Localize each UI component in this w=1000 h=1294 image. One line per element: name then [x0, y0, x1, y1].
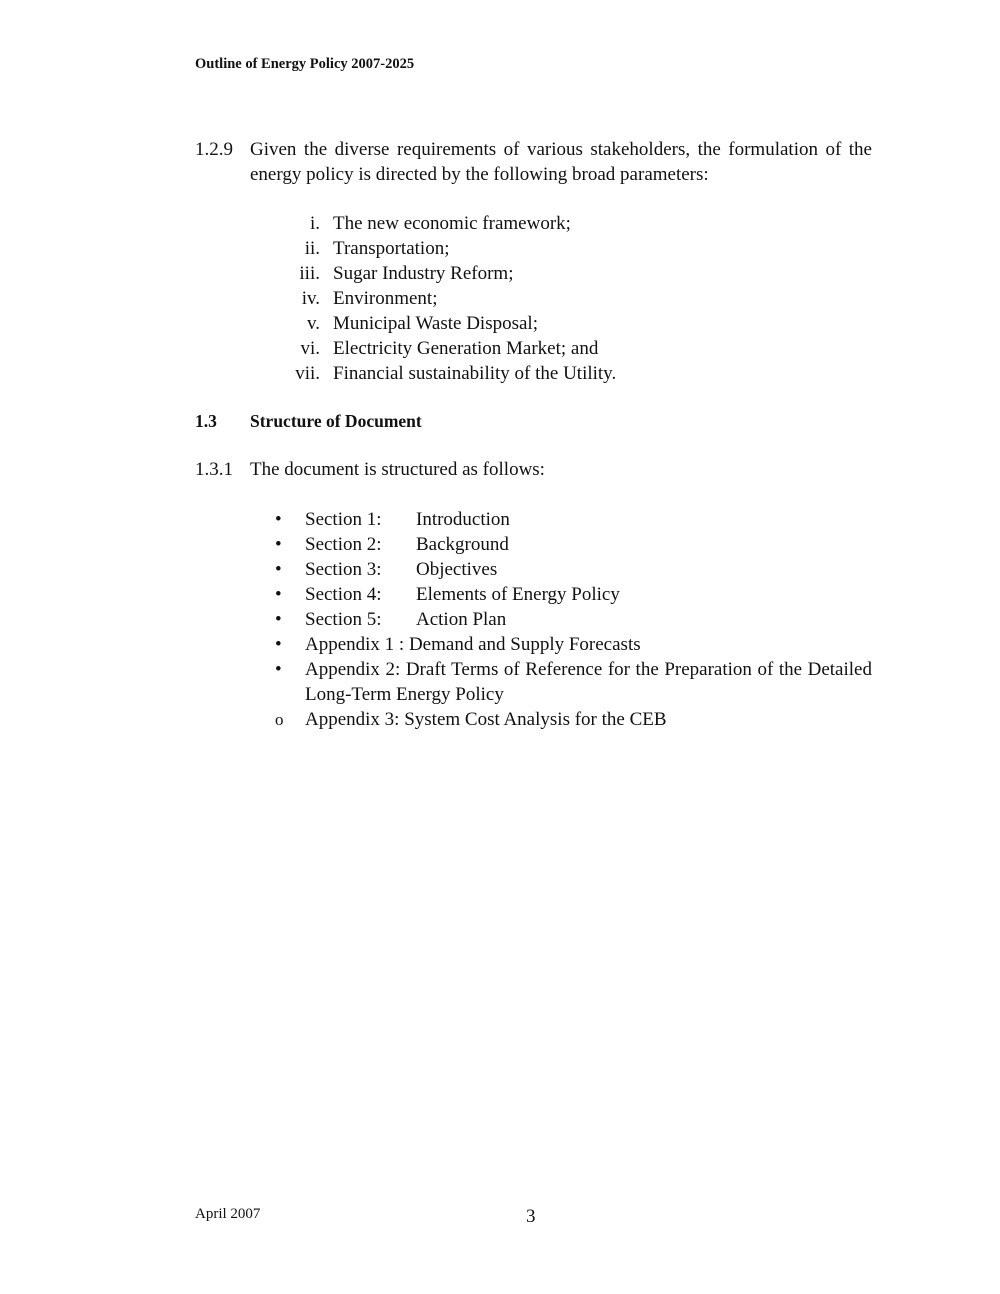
list-item — [250, 211, 872, 236]
list-item — [250, 261, 872, 286]
list-item — [275, 707, 872, 732]
list-item — [275, 532, 872, 557]
list-item — [275, 632, 872, 657]
bullet-icon: • — [275, 659, 282, 680]
list-item — [275, 657, 872, 707]
appendix-text: Appendix 2: Draft Terms of Reference for the Preparation of the Detailed Long-Term Energy Policy — [305, 659, 872, 705]
list-item-text: Financial sustainability of the Utility. — [333, 363, 617, 384]
list-item-text: Environment; — [333, 288, 438, 309]
list-item-number: iii. — [299, 263, 320, 284]
document-structure-list — [275, 507, 872, 732]
section-title: Structure of Document — [250, 411, 422, 431]
section-name: Action Plan — [416, 609, 507, 630]
section-name: Background — [416, 534, 509, 555]
paragraph-text: Given the diverse requirements of various stakeholders, the formulation of the energy policy is directed by the following broad parameters: — [250, 139, 872, 185]
list-item-number: v. — [306, 313, 320, 334]
paragraph-number: 1.2.9 — [195, 139, 233, 160]
section-label: Section 4: — [305, 584, 382, 605]
circle-bullet-icon: o — [275, 710, 284, 729]
list-item — [250, 361, 872, 386]
bullet-icon: • — [275, 609, 282, 630]
list-item — [250, 336, 872, 361]
list-item-text: Transportation; — [333, 238, 450, 259]
running-header: Outline of Energy Policy 2007-2025 — [195, 56, 415, 72]
list-item — [275, 607, 872, 632]
list-item-text: The new economic framework; — [333, 213, 571, 234]
section-name: Introduction — [416, 509, 510, 530]
list-item — [250, 286, 872, 311]
list-item-number: iv. — [301, 288, 320, 309]
list-item — [275, 582, 872, 607]
list-item — [275, 507, 872, 532]
list-item-text: Municipal Waste Disposal; — [333, 313, 538, 334]
list-item-text: Electricity Generation Market; and — [333, 338, 599, 359]
section-number: 1.3 — [195, 411, 217, 431]
page-number: 3 — [526, 1206, 536, 1227]
appendix-text: Appendix 3: System Cost Analysis for the CEB — [305, 709, 667, 730]
list-item-number: vii. — [295, 363, 320, 384]
appendix-text: Appendix 1 : Demand and Supply Forecasts — [305, 634, 641, 655]
bullet-icon: • — [275, 584, 282, 605]
bullet-icon: • — [275, 634, 282, 655]
parameters-list — [250, 211, 872, 386]
bullet-icon: • — [275, 559, 282, 580]
section-name: Elements of Energy Policy — [416, 584, 620, 605]
footer-date: April 2007 — [195, 1206, 261, 1222]
section-label: Section 2: — [305, 534, 382, 555]
section-label: Section 1: — [305, 509, 382, 530]
section-name: Objectives — [416, 559, 498, 580]
list-item-text: Sugar Industry Reform; — [333, 263, 514, 284]
bullet-icon: • — [275, 534, 282, 555]
list-item — [275, 557, 872, 582]
list-item — [250, 311, 872, 336]
list-item-number: ii. — [304, 238, 320, 259]
paragraph-number: 1.3.1 — [195, 459, 233, 480]
section-label: Section 5: — [305, 609, 382, 630]
list-item-number: i. — [309, 213, 320, 234]
paragraph-text: The document is structured as follows: — [250, 459, 545, 480]
bullet-icon: • — [275, 509, 282, 530]
list-item-number: vi. — [300, 338, 320, 359]
section-label: Section 3: — [305, 559, 382, 580]
list-item — [250, 236, 872, 261]
